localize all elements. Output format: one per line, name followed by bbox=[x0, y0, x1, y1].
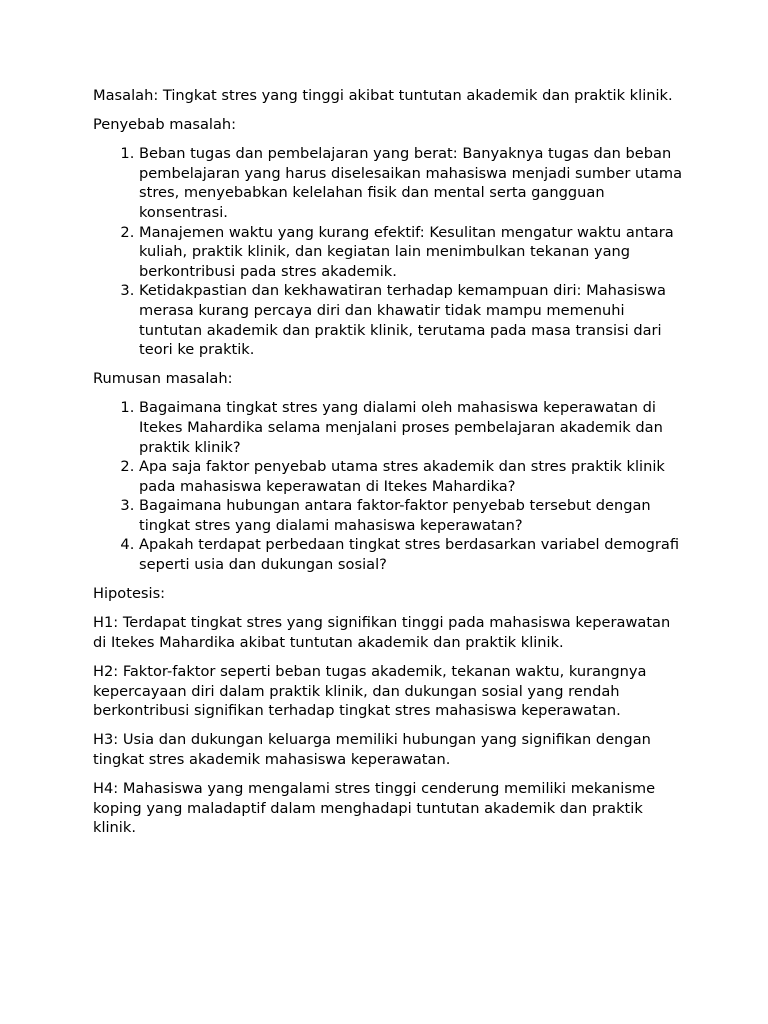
list-item: 1. Bagaimana tingkat stres yang dialami oleh mahasiswa keperawatan di Itekes Mahardika selama menjalani proses pembelajaran akademik dan praktik klinik? bbox=[139, 398, 683, 457]
hypothesis-heading: Hipotesis: bbox=[93, 585, 166, 603]
problem-statement: Masalah: Tingkat stres yang tinggi akibat tuntutan akademik dan praktik klinik. bbox=[93, 87, 673, 104]
list-item: 3. Bagaimana hubungan antara faktor-faktor penyebab tersebut dengan tingkat stres yang dialami mahasiswa keperawatan? bbox=[139, 496, 683, 535]
list-item: 1. Beban tugas dan pembelajaran yang berat: Banyaknya tugas dan beban pembelajaran yang harus diselesaikan mahasiswa menjadi sumber utama stres, menyebabkan kelelahan fisik dan mental serta gangguan konsentrasi. bbox=[139, 144, 683, 222]
hypothesis-h4: H4: Mahasiswa yang mengalami stres tinggi cenderung memiliki mekanisme koping yang maladaptif dalam menghadapi tuntutan akademik dan praktik klinik. bbox=[93, 779, 656, 837]
hypothesis-h3: H3: Usia dan dukungan keluarga memiliki hubungan yang signifikan dengan tingkat stres akademik mahasiswa keperawatan. bbox=[93, 731, 651, 768]
list-item: 2. Manajemen waktu yang kurang efektif: Kesulitan mengatur waktu antara kuliah, praktik klinik, dan kegiatan lain menimbulkan tekanan yang berkontribusi pada stres akademik. bbox=[139, 223, 683, 282]
causes-heading: Penyebab masalah: bbox=[93, 116, 237, 134]
list-item: 3. Ketidakpastian dan kekhawatiran terhadap kemampuan diri: Mahasiswa merasa kurang percaya diri dan khawatir tidak mampu memenuhi tuntutan akademik dan praktik klinik, terutama pada masa transisi dari teori ke praktik. bbox=[139, 281, 683, 359]
list-item: 2. Apa saja faktor penyebab utama stres akademik dan stres praktik klinik pada mahasiswa keperawatan di Itekes Mahardika? bbox=[139, 457, 683, 496]
hypothesis-h1: H1: Terdapat tingkat stres yang signifikan tinggi pada mahasiswa keperawatan di Itekes Mahardika akibat tuntutan akademik dan praktik klinik. bbox=[93, 614, 671, 651]
hypothesis-h2: H2: Faktor-faktor seperti beban tugas akademik, tekanan waktu, kurangnya kepercayaan diri dalam praktik klinik, dan dukungan sosial yang rendah berkontribusi signifikan terhadap tingkat stres mahasiswa keperawatan. bbox=[93, 662, 647, 720]
list-item: 4. Apakah terdapat perbedaan tingkat stres berdasarkan variabel demografi seperti usia dan dukungan sosial? bbox=[139, 535, 683, 574]
formulation-list bbox=[93, 398, 683, 574]
document-body bbox=[93, 86, 683, 847]
causes-list bbox=[93, 144, 683, 360]
formulation-heading: Rumusan masalah: bbox=[93, 370, 233, 388]
